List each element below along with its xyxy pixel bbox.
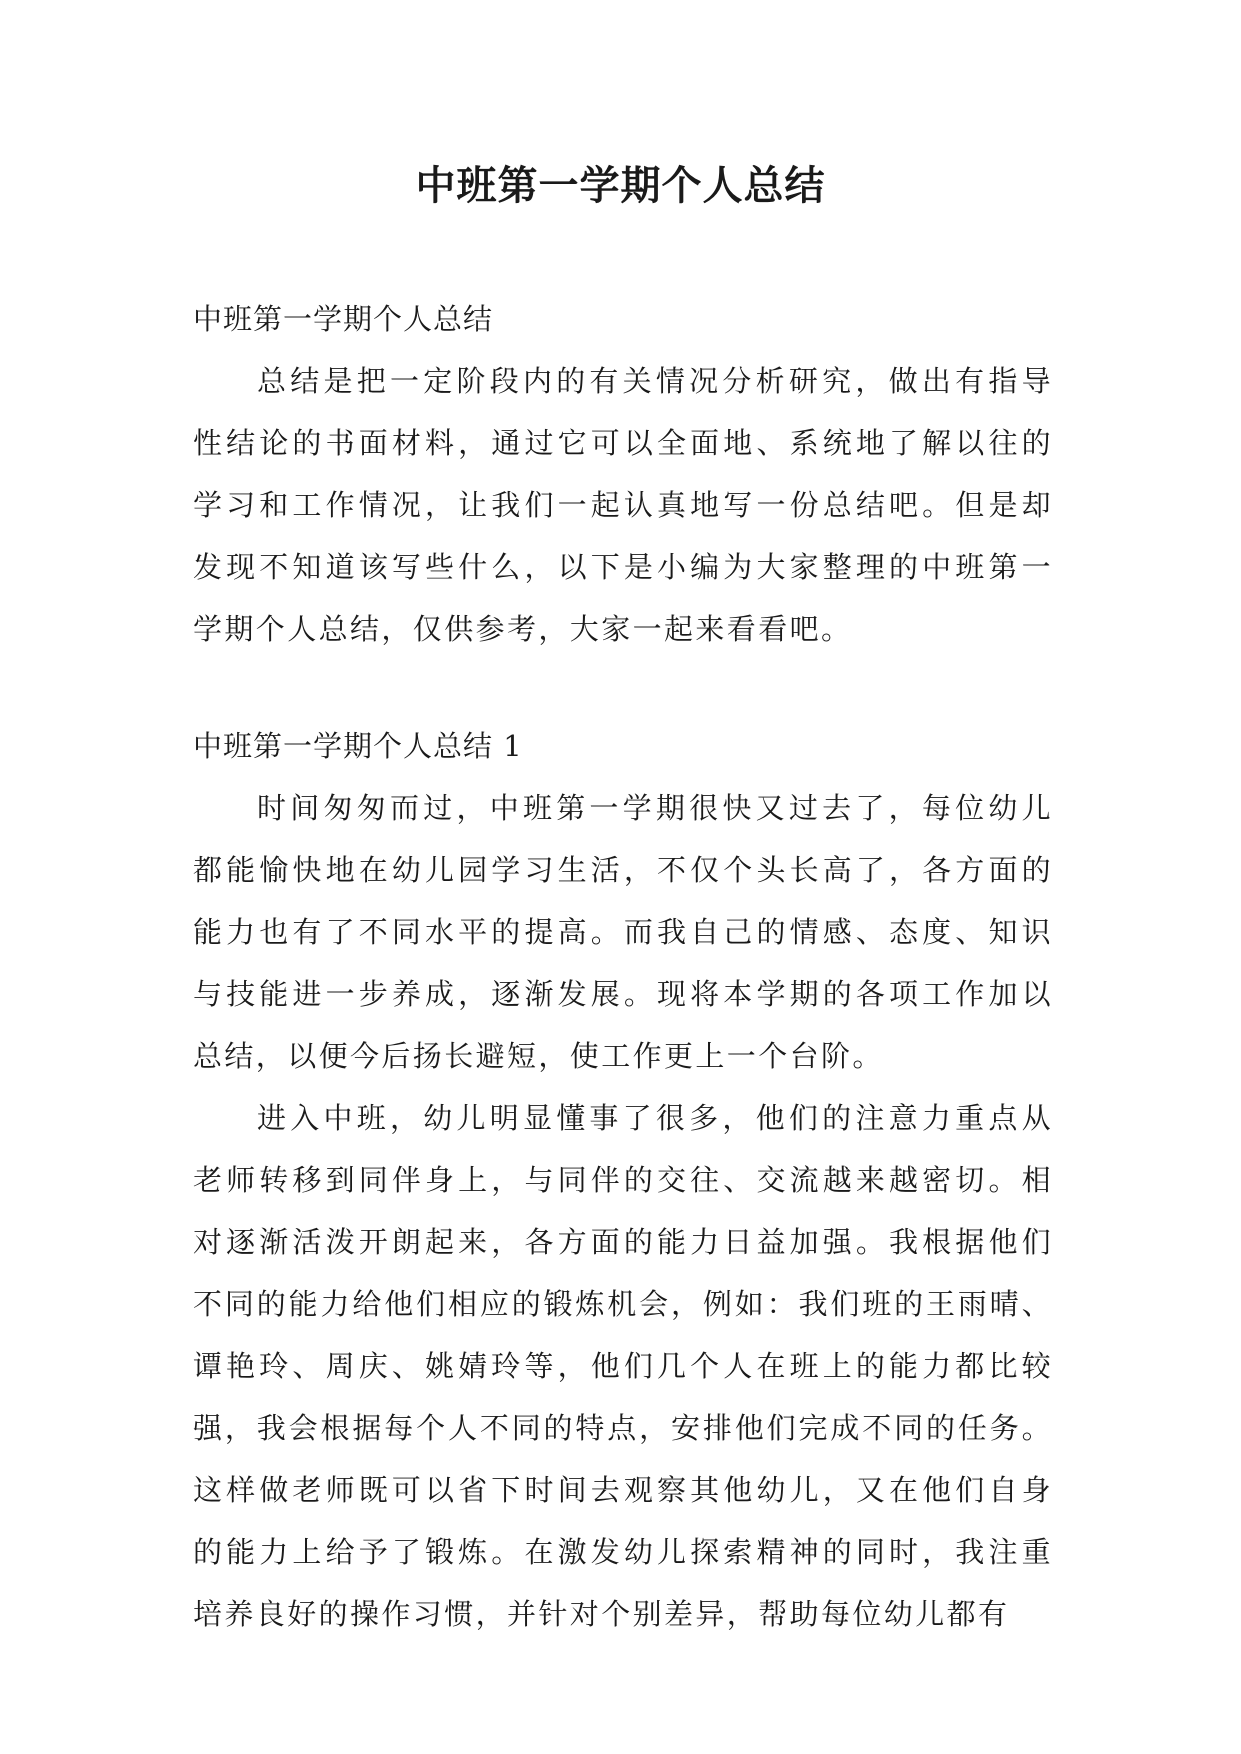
section-heading: 中班第一学期个人总结 bbox=[193, 302, 494, 336]
document-title: 中班第一学期个人总结 bbox=[415, 163, 826, 209]
document-body bbox=[193, 288, 1053, 1645]
paragraph-line: 与技能进一步养成，逐渐发展。现将本学期的各项工作加以 bbox=[193, 977, 1053, 1011]
paragraph-line: 对逐渐活泼开朗起来，各方面的能力日益加强。我根据他们 bbox=[193, 1225, 1053, 1259]
paragraph-line: 性结论的书面材料，通过它可以全面地、系统地了解以往的 bbox=[193, 426, 1053, 460]
paragraph-line: 总结是把一定阶段内的有关情况分析研究，做出有指导 bbox=[257, 364, 1053, 398]
paragraph-line: 发现不知道该写些什么，以下是小编为大家整理的中班第一 bbox=[193, 550, 1053, 584]
paragraph-line: 谭艳玲、周庆、姚婧玲等，他们几个人在班上的能力都比较 bbox=[193, 1349, 1053, 1383]
paragraph-line: 这样做老师既可以省下时间去观察其他幼儿，又在他们自身 bbox=[193, 1473, 1053, 1507]
paragraph-line: 都能愉快地在幼儿园学习生活，不仅个头长高了，各方面的 bbox=[193, 853, 1053, 887]
section-gap bbox=[193, 660, 1053, 715]
paragraph-line: 的能力上给予了锻炼。在激发幼儿探索精神的同时，我注重 bbox=[193, 1535, 1053, 1569]
paragraph-line: 时间匆匆而过，中班第一学期很快又过去了，每位幼儿 bbox=[257, 791, 1053, 825]
paragraph-line: 强，我会根据每个人不同的特点，安排他们完成不同的任务。 bbox=[193, 1411, 1053, 1445]
section-heading: 中班第一学期个人总结 1 bbox=[193, 729, 523, 763]
paragraph-line: 总结，以便今后扬长避短，使工作更上一个台阶。 bbox=[193, 1039, 884, 1073]
paragraph-line: 不同的能力给他们相应的锻炼机会，例如：我们班的王雨晴、 bbox=[193, 1287, 1053, 1321]
paragraph-line: 能力也有了不同水平的提高。而我自己的情感、态度、知识 bbox=[193, 915, 1053, 949]
paragraph-line: 老师转移到同伴身上，与同伴的交往、交流越来越密切。相 bbox=[193, 1163, 1053, 1197]
paragraph-line: 学习和工作情况，让我们一起认真地写一份总结吧。但是却 bbox=[193, 488, 1053, 522]
paragraph-line: 学期个人总结，仅供参考，大家一起来看看吧。 bbox=[193, 612, 853, 646]
paragraph-line: 培养良好的操作习惯，并针对个别差异，帮助每位幼儿都有 bbox=[193, 1597, 1010, 1631]
paragraph-line: 进入中班，幼儿明显懂事了很多，他们的注意力重点从 bbox=[257, 1101, 1053, 1135]
